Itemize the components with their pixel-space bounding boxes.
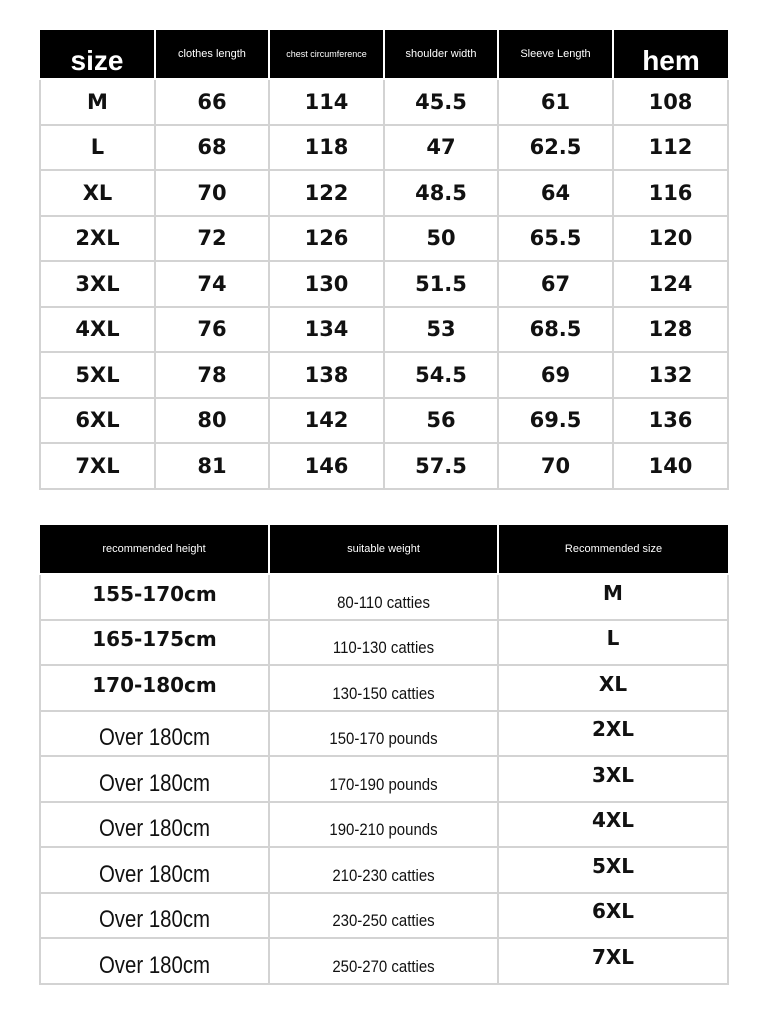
cell-suitable-weight bbox=[269, 665, 498, 711]
size-chart-row bbox=[40, 125, 728, 171]
cell-recommended-height bbox=[40, 893, 269, 939]
cell-text-suitable-weight: 230-250 catties bbox=[332, 911, 435, 931]
cell-size: 7XL bbox=[40, 443, 155, 489]
cell-clothes-length: 76 bbox=[155, 307, 269, 353]
cell-clothes-length: 74 bbox=[155, 261, 269, 307]
cell-text-suitable-weight: 130-150 catties bbox=[332, 683, 435, 703]
recommendation-row bbox=[40, 893, 728, 939]
cell-chest-circumference: 130 bbox=[269, 261, 384, 307]
header-recommended-size: Recommended size bbox=[498, 525, 728, 574]
size-chart-row bbox=[40, 216, 728, 262]
cell-text-suitable-weight: 110-130 catties bbox=[332, 638, 435, 658]
cell-recommended-height bbox=[40, 711, 269, 757]
size-chart-row bbox=[40, 79, 728, 125]
cell-sleeve-length: 70 bbox=[498, 443, 613, 489]
cell-text-recommended-size: 3XL bbox=[591, 762, 635, 787]
size-chart-header-row bbox=[40, 30, 728, 79]
cell-hem: 136 bbox=[613, 398, 728, 444]
size-chart-row bbox=[40, 307, 728, 353]
header-clothes-length: clothes length bbox=[155, 30, 269, 79]
cell-text-recommended-height: Over 180cm bbox=[98, 769, 211, 797]
header-hem: hem bbox=[613, 30, 728, 79]
cell-recommended-size bbox=[498, 847, 728, 893]
header-size: size bbox=[40, 30, 155, 79]
cell-hem: 128 bbox=[613, 307, 728, 353]
cell-text-suitable-weight: 190-210 pounds bbox=[329, 820, 438, 840]
header-recommended-height: recommended height bbox=[40, 525, 269, 574]
cell-recommended-height bbox=[40, 802, 269, 848]
cell-sleeve-length: 64 bbox=[498, 170, 613, 216]
cell-text-suitable-weight: 80-110 catties bbox=[337, 592, 430, 612]
cell-suitable-weight bbox=[269, 938, 498, 984]
cell-chest-circumference: 138 bbox=[269, 352, 384, 398]
cell-shoulder-width: 50 bbox=[384, 216, 498, 262]
cell-hem: 140 bbox=[613, 443, 728, 489]
cell-recommended-size bbox=[498, 938, 728, 984]
cell-text-recommended-height: 155-170cm bbox=[92, 581, 217, 606]
recommendation-row bbox=[40, 847, 728, 893]
cell-sleeve-length: 69 bbox=[498, 352, 613, 398]
cell-size: 6XL bbox=[40, 398, 155, 444]
cell-hem: 116 bbox=[613, 170, 728, 216]
cell-shoulder-width: 47 bbox=[384, 125, 498, 171]
cell-text-recommended-height: Over 180cm bbox=[98, 815, 211, 843]
cell-shoulder-width: 56 bbox=[384, 398, 498, 444]
cell-shoulder-width: 45.5 bbox=[384, 79, 498, 125]
cell-recommended-size bbox=[498, 893, 728, 939]
cell-hem: 108 bbox=[613, 79, 728, 125]
cell-size: 4XL bbox=[40, 307, 155, 353]
cell-text-recommended-height: Over 180cm bbox=[98, 906, 211, 934]
cell-sleeve-length: 62.5 bbox=[498, 125, 613, 171]
cell-text-recommended-size: L bbox=[606, 626, 620, 651]
cell-text-recommended-height: Over 180cm bbox=[98, 724, 211, 752]
cell-shoulder-width: 53 bbox=[384, 307, 498, 353]
cell-text-recommended-size: M bbox=[603, 580, 623, 605]
cell-suitable-weight bbox=[269, 893, 498, 939]
cell-suitable-weight bbox=[269, 756, 498, 802]
recommendation-row bbox=[40, 756, 728, 802]
cell-clothes-length: 81 bbox=[155, 443, 269, 489]
cell-text-recommended-size: XL bbox=[598, 671, 628, 696]
cell-sleeve-length: 65.5 bbox=[498, 216, 613, 262]
size-chart-row bbox=[40, 261, 728, 307]
size-chart-table bbox=[39, 30, 729, 490]
cell-chest-circumference: 142 bbox=[269, 398, 384, 444]
cell-suitable-weight bbox=[269, 620, 498, 666]
cell-recommended-size bbox=[498, 802, 728, 848]
cell-shoulder-width: 57.5 bbox=[384, 443, 498, 489]
cell-text-recommended-size: 2XL bbox=[591, 717, 635, 742]
cell-recommended-height bbox=[40, 938, 269, 984]
cell-clothes-length: 72 bbox=[155, 216, 269, 262]
cell-recommended-height bbox=[40, 665, 269, 711]
cell-text-suitable-weight: 150-170 pounds bbox=[329, 729, 438, 749]
cell-recommended-height bbox=[40, 847, 269, 893]
cell-sleeve-length: 69.5 bbox=[498, 398, 613, 444]
cell-recommended-size bbox=[498, 756, 728, 802]
cell-recommended-height bbox=[40, 756, 269, 802]
cell-text-recommended-size: 7XL bbox=[591, 944, 635, 969]
cell-sleeve-length: 61 bbox=[498, 79, 613, 125]
cell-clothes-length: 68 bbox=[155, 125, 269, 171]
header-shoulder-width: shoulder width bbox=[384, 30, 498, 79]
cell-chest-circumference: 146 bbox=[269, 443, 384, 489]
cell-size: M bbox=[40, 79, 155, 125]
cell-chest-circumference: 134 bbox=[269, 307, 384, 353]
recommendation-row bbox=[40, 711, 728, 757]
cell-text-recommended-height: Over 180cm bbox=[98, 951, 211, 979]
cell-suitable-weight bbox=[269, 711, 498, 757]
cell-size: L bbox=[40, 125, 155, 171]
cell-size: 3XL bbox=[40, 261, 155, 307]
cell-chest-circumference: 118 bbox=[269, 125, 384, 171]
cell-size: 5XL bbox=[40, 352, 155, 398]
cell-clothes-length: 66 bbox=[155, 79, 269, 125]
cell-recommended-size bbox=[498, 711, 728, 757]
cell-text-recommended-height: Over 180cm bbox=[98, 860, 211, 888]
header-suitable-weight: suitable weight bbox=[269, 525, 498, 574]
recommendation-header-row bbox=[40, 525, 728, 574]
cell-clothes-length: 78 bbox=[155, 352, 269, 398]
cell-recommended-size bbox=[498, 665, 728, 711]
recommendation-table bbox=[39, 525, 729, 985]
cell-clothes-length: 70 bbox=[155, 170, 269, 216]
cell-text-recommended-height: 165-175cm bbox=[92, 627, 217, 652]
cell-hem: 124 bbox=[613, 261, 728, 307]
cell-sleeve-length: 68.5 bbox=[498, 307, 613, 353]
cell-suitable-weight bbox=[269, 574, 498, 620]
cell-sleeve-length: 67 bbox=[498, 261, 613, 307]
size-chart-row bbox=[40, 443, 728, 489]
recommendation-row bbox=[40, 802, 728, 848]
header-chest-circumference: chest circumference bbox=[269, 30, 384, 79]
recommendation-row bbox=[40, 620, 728, 666]
cell-shoulder-width: 48.5 bbox=[384, 170, 498, 216]
header-sleeve-length: Sleeve Length bbox=[498, 30, 613, 79]
cell-hem: 120 bbox=[613, 216, 728, 262]
recommendation-row bbox=[40, 938, 728, 984]
cell-size: XL bbox=[40, 170, 155, 216]
cell-shoulder-width: 51.5 bbox=[384, 261, 498, 307]
cell-chest-circumference: 114 bbox=[269, 79, 384, 125]
size-chart-row bbox=[40, 352, 728, 398]
cell-recommended-height bbox=[40, 620, 269, 666]
cell-suitable-weight bbox=[269, 847, 498, 893]
cell-hem: 132 bbox=[613, 352, 728, 398]
cell-chest-circumference: 122 bbox=[269, 170, 384, 216]
cell-recommended-size bbox=[498, 620, 728, 666]
cell-recommended-size bbox=[498, 574, 728, 620]
cell-text-recommended-height: 170-180cm bbox=[92, 672, 217, 697]
cell-text-recommended-size: 6XL bbox=[591, 899, 635, 924]
cell-text-recommended-size: 4XL bbox=[591, 808, 635, 833]
cell-text-recommended-size: 5XL bbox=[591, 853, 635, 878]
size-chart-row bbox=[40, 398, 728, 444]
cell-text-suitable-weight: 250-270 catties bbox=[332, 956, 435, 976]
cell-suitable-weight bbox=[269, 802, 498, 848]
cell-shoulder-width: 54.5 bbox=[384, 352, 498, 398]
recommendation-row bbox=[40, 574, 728, 620]
cell-hem: 112 bbox=[613, 125, 728, 171]
cell-text-suitable-weight: 210-230 catties bbox=[332, 865, 435, 885]
cell-text-suitable-weight: 170-190 pounds bbox=[329, 774, 438, 794]
cell-clothes-length: 80 bbox=[155, 398, 269, 444]
recommendation-row bbox=[40, 665, 728, 711]
cell-chest-circumference: 126 bbox=[269, 216, 384, 262]
cell-recommended-height bbox=[40, 574, 269, 620]
cell-size: 2XL bbox=[40, 216, 155, 262]
size-chart-row bbox=[40, 170, 728, 216]
